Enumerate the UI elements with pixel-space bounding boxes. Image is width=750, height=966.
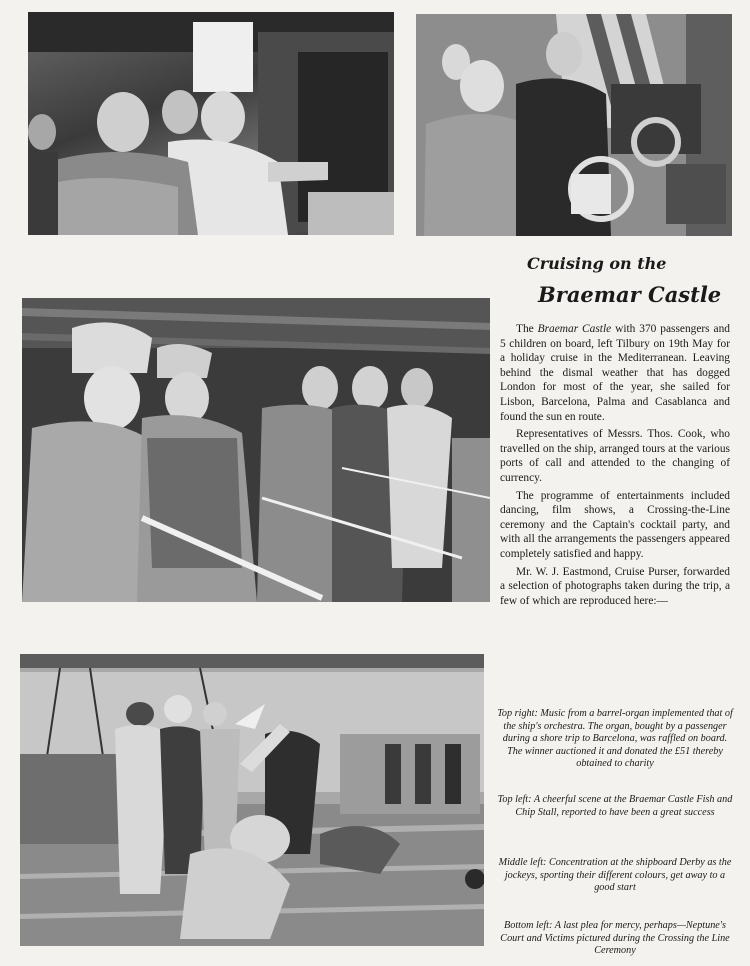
article-title: Braemar Castle: [538, 282, 722, 307]
ship-name: Braemar Castle: [537, 323, 612, 335]
article-paragraph: The Braemar Castle with 370 passengers and 5 children on board, left Tilbury on 19th May for a holiday cruise in the Mediterranean. Leaving behind the dismal weather that has dogged London for most of the year, she sailed for Lisbon, Barcelona, Palma and Casablanca and found the sun en route.: [500, 323, 730, 423]
caption-top-right: Top right: Music from a barrel-organ implemented that of the ship's orchestra. The organ, bought by a passenger during a shore trip to Barcelona, was raffled on board. The winner auctioned it and donated the £51 thereby obtained to charity: [497, 708, 733, 770]
photo-fish-and-chip-stall: [28, 12, 394, 235]
article-kicker: Cruising on the: [527, 254, 667, 273]
article-paragraph: Representatives of Messrs. Thos. Cook, who travelled on the ship, arranged tours at the various ports of call and attended to the changing of currency.: [500, 428, 730, 484]
article-paragraph: Mr. W. J. Eastmond, Cruise Purser, forwarded a selection of photographs taken during the trip, a few of which are reproduced here:—: [500, 565, 730, 607]
article-body: [500, 322, 730, 611]
caption-middle-left: Middle left: Concentration at the shipboard Derby as the jockeys, sporting their different colours, get away to a good start: [498, 857, 732, 894]
caption-bottom-left: Bottom left: A last plea for mercy, perhaps—Neptune's Court and Victims pictured during the Crossing the Line Ceremony: [500, 920, 730, 957]
photo-neptunes-court: [20, 654, 484, 946]
caption-top-left: Top left: A cheerful scene at the Braemar Castle Fish and Chip Stall, reported to have been a great success: [497, 794, 733, 818]
article-paragraph: The programme of entertainments included dancing, film shows, a Crossing-the-Line ceremony and the Captain's cocktail party, and with all the arrangements the passengers appeared completely satisfied and happy.: [500, 489, 730, 560]
photo-barrel-organ: [416, 14, 732, 236]
photo-shipboard-derby: [22, 298, 490, 602]
